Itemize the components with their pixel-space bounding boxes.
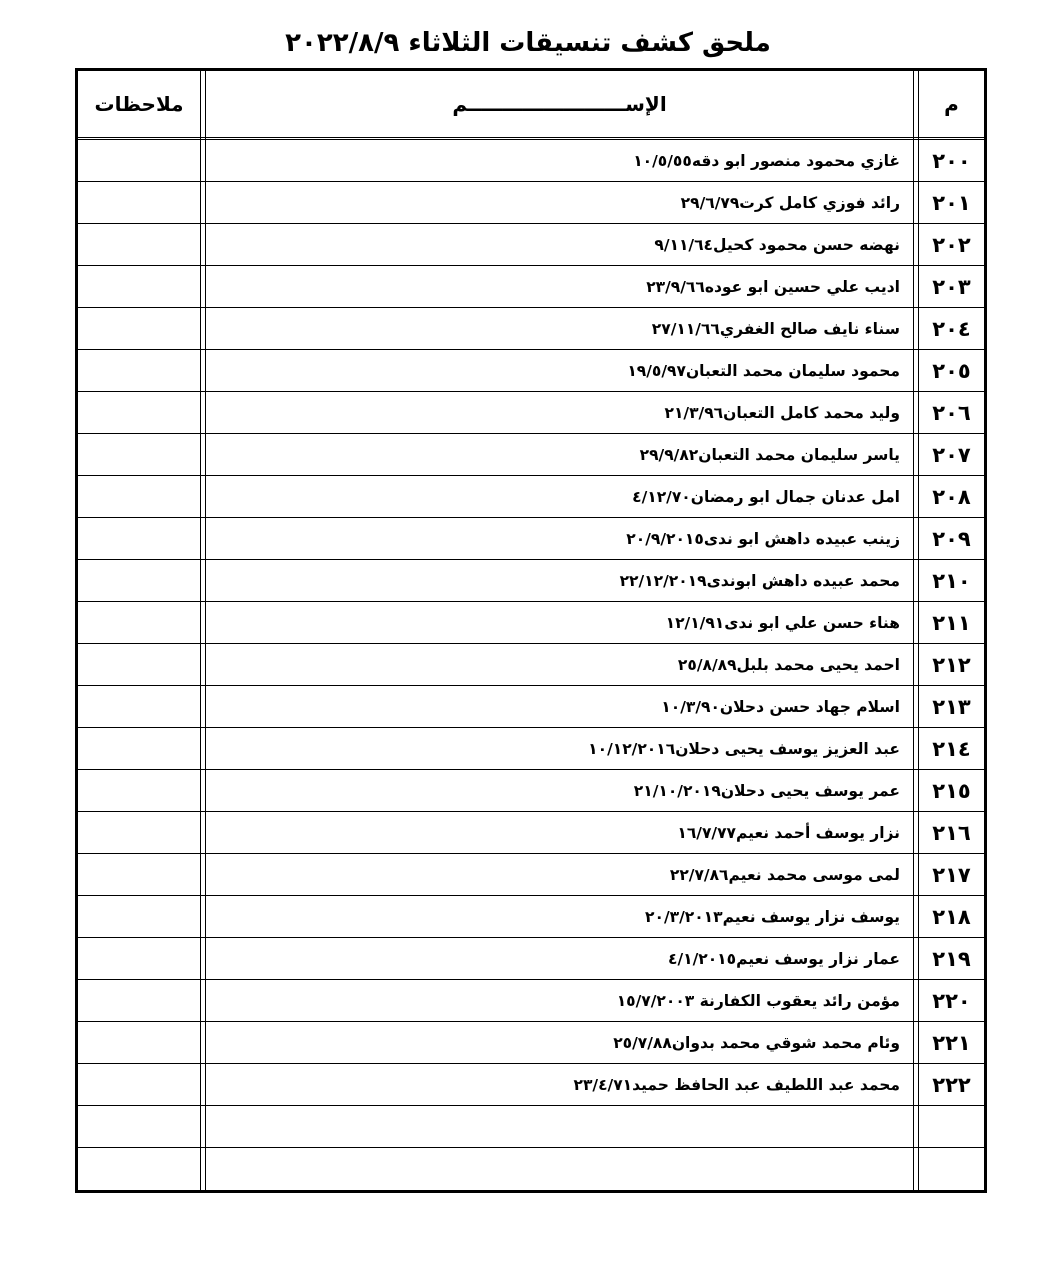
row-notes <box>78 980 200 1021</box>
row-number: ٢١١ <box>932 610 971 635</box>
row-number: ٢١٨ <box>932 904 971 929</box>
row-notes <box>78 1022 200 1063</box>
row-name: وليد محمد كامل التعبان٢١/٣/٩٦ <box>664 403 900 422</box>
table-row <box>78 602 984 644</box>
row-notes <box>78 266 200 307</box>
row-number: ٢١٠ <box>932 568 971 593</box>
table-row <box>78 140 984 182</box>
table-row <box>78 266 984 308</box>
row-number: ٢١٣ <box>932 694 971 719</box>
row-number: ٢٠٤ <box>932 316 971 341</box>
row-number: ٢٠٧ <box>932 442 971 467</box>
header-number: م <box>944 92 959 116</box>
row-notes <box>78 1148 200 1192</box>
row-number: ٢٠٩ <box>932 526 971 551</box>
table-header-row <box>78 71 984 140</box>
row-notes <box>78 938 200 979</box>
row-number: ٢٠٣ <box>932 274 971 299</box>
table-row <box>78 812 984 854</box>
row-name: مؤمن رائد يعقوب الكفارنة ١٥/٧/٢٠٠٣ <box>616 991 900 1010</box>
row-name: ياسر سليمان محمد التعبان٢٩/٩/٨٢ <box>639 445 900 464</box>
row-number: ٢٠٨ <box>932 484 971 509</box>
row-number: ٢٠٢ <box>932 232 971 257</box>
row-name: هناء حسن علي ابو ندى١٢/١/٩١ <box>665 613 900 632</box>
row-notes <box>78 1106 200 1147</box>
row-number: ٢١٧ <box>932 862 971 887</box>
row-notes <box>78 602 200 643</box>
row-name: اديب علي حسين ابو عوده٢٣/٩/٦٦ <box>646 277 900 296</box>
row-notes <box>78 1064 200 1105</box>
table-row <box>78 1022 984 1064</box>
row-number <box>919 1106 984 1147</box>
table-row <box>78 1064 984 1106</box>
table-row <box>78 728 984 770</box>
row-name: احمد يحيى محمد بلبل٢٥/٨/٨٩ <box>677 655 900 674</box>
column-divider-notes <box>200 71 206 1190</box>
row-number: ٢١٥ <box>932 778 971 803</box>
row-number: ٢٠٦ <box>932 400 971 425</box>
row-notes <box>78 686 200 727</box>
row-name: عمر يوسف يحيى دحلان٢١/١٠/٢٠١٩ <box>633 781 900 800</box>
table-row <box>78 686 984 728</box>
row-name: محمد عبيده داهش ابوندى٢٢/١٢/٢٠١٩ <box>619 571 900 590</box>
row-number: ٢٢١ <box>932 1030 971 1055</box>
header-name: الإســـــــــــــــــــــــم <box>452 92 667 116</box>
table-row <box>78 1148 984 1192</box>
row-notes <box>78 896 200 937</box>
row-name: محمد عبد اللطيف عبد الحافظ حميد٢٣/٤/٧١ <box>573 1075 900 1094</box>
table-row <box>78 392 984 434</box>
row-number: ٢٢٠ <box>932 988 971 1013</box>
row-notes <box>78 560 200 601</box>
data-table <box>75 68 987 1193</box>
row-notes <box>78 350 200 391</box>
row-notes <box>78 476 200 517</box>
page-title: ملحق كشف تنسيقات الثلاثاء ٢٠٢٢/٨/٩ <box>285 28 771 58</box>
row-name: نزار يوسف أحمد نعيم١٦/٧/٧٧ <box>677 823 900 842</box>
table-row <box>78 476 984 518</box>
row-notes <box>78 182 200 223</box>
table-row <box>78 770 984 812</box>
row-notes <box>78 644 200 685</box>
row-number: ٢١٢ <box>932 652 971 677</box>
row-notes <box>78 812 200 853</box>
table-row <box>78 644 984 686</box>
row-notes <box>78 518 200 559</box>
row-name: لمى موسى محمد نعيم٢٢/٧/٨٦ <box>669 865 900 884</box>
row-notes <box>78 140 200 181</box>
row-name: وئام محمد شوقي محمد بدوان٢٥/٧/٨٨ <box>613 1033 900 1052</box>
table-row <box>78 560 984 602</box>
row-number: ٢١٤ <box>932 736 971 761</box>
table-row <box>78 350 984 392</box>
header-notes: ملاحظات <box>94 92 184 116</box>
column-divider-number <box>913 71 919 1190</box>
table-row <box>78 518 984 560</box>
table-row <box>78 224 984 266</box>
table-row <box>78 854 984 896</box>
table-row <box>78 308 984 350</box>
row-name <box>206 1148 906 1192</box>
row-name: عمار نزار يوسف نعيم٤/١/٢٠١٥ <box>668 949 900 968</box>
table-row <box>78 434 984 476</box>
row-name: محمود سليمان محمد التعبان١٩/٥/٩٧ <box>627 361 900 380</box>
row-number: ٢١٦ <box>932 820 971 845</box>
table-row <box>78 980 984 1022</box>
row-name: غازي محمود منصور ابو دقه١٠/٥/٥٥ <box>633 151 900 170</box>
row-notes <box>78 434 200 475</box>
row-notes <box>78 392 200 433</box>
row-notes <box>78 308 200 349</box>
row-name: نهضه حسن محمود كحيل٩/١١/٦٤ <box>654 235 900 254</box>
row-number: ٢٠٠ <box>932 148 971 173</box>
row-name: عبد العزيز يوسف يحيى دحلان١٠/١٢/٢٠١٦ <box>588 739 900 758</box>
row-notes <box>78 728 200 769</box>
row-number <box>919 1148 984 1192</box>
row-name: زينب عبيده داهش ابو ندى٢٠/٩/٢٠١٥ <box>626 529 900 548</box>
table-row <box>78 938 984 980</box>
row-number: ٢٠١ <box>932 190 971 215</box>
row-number: ٢٠٥ <box>932 358 971 383</box>
table-grid <box>78 71 984 1190</box>
row-name: اسلام جهاد حسن دحلان١٠/٣/٩٠ <box>661 697 900 716</box>
row-name <box>206 1106 906 1147</box>
row-name: امل عدنان جمال ابو رمضان٤/١٢/٧٠ <box>632 487 900 506</box>
table-row <box>78 1106 984 1148</box>
row-number: ٢١٩ <box>932 946 971 971</box>
row-name: سناء نايف صالح الغفري٢٧/١١/٦٦ <box>651 319 900 338</box>
row-notes <box>78 224 200 265</box>
row-notes <box>78 770 200 811</box>
table-row <box>78 896 984 938</box>
row-name: رائد فوزي كامل كرت٢٩/٦/٧٩ <box>680 193 900 212</box>
row-name: يوسف نزار يوسف نعيم٢٠/٣/٢٠١٣ <box>645 907 900 926</box>
table-row <box>78 182 984 224</box>
row-notes <box>78 854 200 895</box>
row-number: ٢٢٢ <box>932 1072 971 1097</box>
